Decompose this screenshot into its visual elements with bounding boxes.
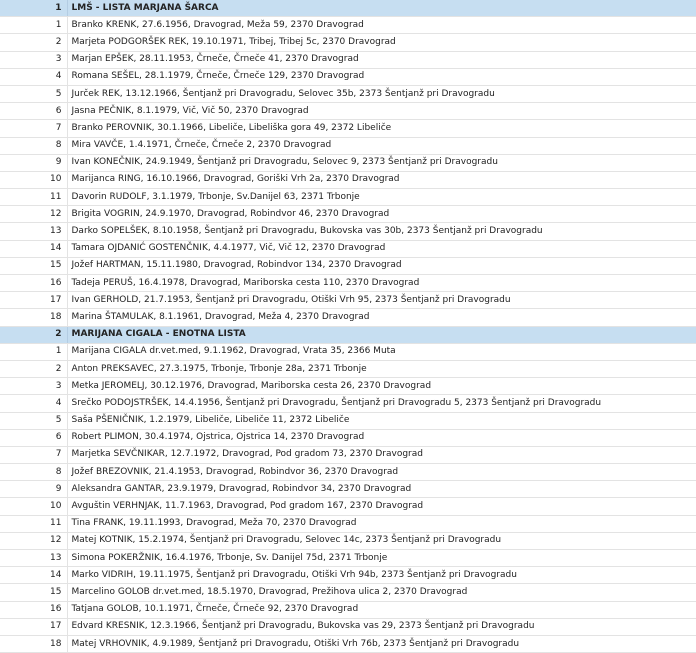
- candidate-number: 8: [0, 464, 67, 481]
- candidate-row: [0, 257, 696, 274]
- candidate-number: 3: [0, 51, 67, 68]
- candidate-details: Marjetka SEVČNIKAR, 12.7.1972, Dravograd, Pod gradom 73, 2370 Dravograd: [67, 446, 696, 463]
- candidate-row: [0, 429, 696, 446]
- candidate-details: Aleksandra GANTAR, 23.9.1979, Dravograd, Robindvor 34, 2370 Dravograd: [67, 481, 696, 498]
- candidate-number: 5: [0, 412, 67, 429]
- candidate-row: [0, 515, 696, 532]
- candidate-details: Marijanca RING, 16.10.1966, Dravograd, Goriški Vrh 2a, 2370 Dravograd: [67, 171, 696, 188]
- candidate-row: [0, 85, 696, 102]
- candidate-number: 1: [0, 343, 67, 360]
- candidate-details: Edvard KRESNIK, 12.3.1966, Šentjanž pri Dravogradu, Bukovska vas 29, 2373 Šentjanž pri Dravogradu: [67, 618, 696, 635]
- candidate-details: Srečko PODOJSTRŠEK, 14.4.1956, Šentjanž pri Dravogradu, Šentjanž pri Dravogradu 5, 2373 Šentjanž pri Dravogradu: [67, 395, 696, 412]
- candidate-row: [0, 567, 696, 584]
- candidate-details: Davorin RUDOLF, 3.1.1979, Trbonje, Sv.Danijel 63, 2371 Trbonje: [67, 189, 696, 206]
- candidate-row: [0, 378, 696, 395]
- list-title: MARIJANA CIGALA - ENOTNA LISTA: [67, 326, 696, 343]
- candidate-details: Mira VAVČE, 1.4.1971, Črneče, Črneče 2, 2370 Dravograd: [67, 137, 696, 154]
- candidate-number: 17: [0, 292, 67, 309]
- candidate-number: 8: [0, 137, 67, 154]
- candidate-row: [0, 206, 696, 223]
- candidate-number: 11: [0, 189, 67, 206]
- candidate-number: 14: [0, 567, 67, 584]
- candidate-details: Jurček REK, 13.12.1966, Šentjanž pri Dravogradu, Selovec 35b, 2373 Šentjanž pri Dravogradu: [67, 85, 696, 102]
- candidate-row: [0, 601, 696, 618]
- candidate-row: [0, 360, 696, 377]
- candidate-number: 9: [0, 154, 67, 171]
- candidate-row: [0, 51, 696, 68]
- candidate-row: [0, 223, 696, 240]
- candidate-number: 2: [0, 34, 67, 51]
- candidate-row: [0, 292, 696, 309]
- candidate-details: Brigita VOGRIN, 24.9.1970, Dravograd, Robindvor 46, 2370 Dravograd: [67, 206, 696, 223]
- candidate-row: [0, 17, 696, 34]
- candidate-row: [0, 550, 696, 567]
- candidate-details: Tadeja PERUŠ, 16.4.1978, Dravograd, Mariborska cesta 110, 2370 Dravograd: [67, 275, 696, 292]
- candidate-row: [0, 412, 696, 429]
- candidate-number: 13: [0, 550, 67, 567]
- list-header-row: [0, 326, 696, 343]
- candidate-details: Romana SEŠEL, 28.1.1979, Črneče, Črneče 129, 2370 Dravograd: [67, 68, 696, 85]
- candidate-row: [0, 343, 696, 360]
- list-title: LMŠ - LISTA MARJANA ŠARCA: [67, 0, 696, 17]
- candidate-details: Avguštin VERHNJAK, 11.7.1963, Dravograd, Pod gradom 167, 2370 Dravograd: [67, 498, 696, 515]
- candidate-row: [0, 189, 696, 206]
- candidate-details: Ivan KONEČNIK, 24.9.1949, Šentjanž pri Dravogradu, Selovec 9, 2373 Šentjanž pri Dravogradu: [67, 154, 696, 171]
- candidate-details: Anton PREKSAVEC, 27.3.1975, Trbonje, Trbonje 28a, 2371 Trbonje: [67, 360, 696, 377]
- candidate-details: Marina ŠTAMULAK, 8.1.1961, Dravograd, Meža 4, 2370 Dravograd: [67, 309, 696, 326]
- candidate-row: [0, 498, 696, 515]
- candidate-number: 16: [0, 275, 67, 292]
- candidate-number: 15: [0, 584, 67, 601]
- candidate-number: 11: [0, 515, 67, 532]
- candidate-number: 5: [0, 85, 67, 102]
- candidate-details: Marko VIDRIH, 19.11.1975, Šentjanž pri Dravogradu, Otiški Vrh 94b, 2373 Šentjanž pri Dravogradu: [67, 567, 696, 584]
- candidate-number: 3: [0, 378, 67, 395]
- list-number: 2: [0, 326, 67, 343]
- candidate-number: 14: [0, 240, 67, 257]
- list-number: 1: [0, 0, 67, 17]
- candidate-row: [0, 395, 696, 412]
- candidate-details: Jasna PEČNIK, 8.1.1979, Vič, Vič 50, 2370 Dravograd: [67, 103, 696, 120]
- candidate-number: 4: [0, 395, 67, 412]
- candidate-details: Ivan GERHOLD, 21.7.1953, Šentjanž pri Dravogradu, Otiški Vrh 95, 2373 Šentjanž pri Dravogradu: [67, 292, 696, 309]
- list-header-row: [0, 0, 696, 17]
- candidate-number: 6: [0, 103, 67, 120]
- candidate-details: Simona POKERŽNIK, 16.4.1976, Trbonje, Sv. Danijel 75d, 2371 Trbonje: [67, 550, 696, 567]
- candidate-number: 16: [0, 601, 67, 618]
- candidate-details: Marcelino GOLOB dr.vet.med, 18.5.1970, Dravograd, Prežihova ulica 2, 2370 Dravograd: [67, 584, 696, 601]
- candidate-row: [0, 68, 696, 85]
- candidate-number: 12: [0, 532, 67, 549]
- candidate-details: Robert PLIMON, 30.4.1974, Ojstrica, Ojstrica 14, 2370 Dravograd: [67, 429, 696, 446]
- candidate-details: Darko SOPELŠEK, 8.10.1958, Šentjanž pri Dravogradu, Bukovska vas 30b, 2373 Šentjanž pri Dravogradu: [67, 223, 696, 240]
- candidate-row: [0, 154, 696, 171]
- candidate-row: [0, 137, 696, 154]
- candidate-details: Marjeta PODGORŠEK REK, 19.10.1971, Tribej, Tribej 5c, 2370 Dravograd: [67, 34, 696, 51]
- candidate-details: Marjan EPŠEK, 28.11.1953, Črneče, Črneče 41, 2370 Dravograd: [67, 51, 696, 68]
- candidate-number: 4: [0, 68, 67, 85]
- candidate-number: 10: [0, 171, 67, 188]
- candidate-row: [0, 309, 696, 326]
- candidate-number: 18: [0, 635, 67, 652]
- candidate-row: [0, 481, 696, 498]
- candidate-number: 17: [0, 618, 67, 635]
- candidate-number: 9: [0, 481, 67, 498]
- candidate-details: Saša PŠENIČNIK, 1.2.1979, Libeliče, Libeliče 11, 2372 Libeliče: [67, 412, 696, 429]
- candidate-row: [0, 584, 696, 601]
- candidate-row: [0, 464, 696, 481]
- candidate-row: [0, 120, 696, 137]
- candidate-row: [0, 446, 696, 463]
- candidate-row: [0, 275, 696, 292]
- candidate-row: [0, 532, 696, 549]
- candidate-details: Jožef BREZOVNIK, 21.4.1953, Dravograd, Robindvor 36, 2370 Dravograd: [67, 464, 696, 481]
- candidate-number: 7: [0, 446, 67, 463]
- candidate-number: 1: [0, 17, 67, 34]
- candidate-details: Branko PEROVNIK, 30.1.1966, Libeliče, Libeliška gora 49, 2372 Libeliče: [67, 120, 696, 137]
- candidate-details: Tatjana GOLOB, 10.1.1971, Črneče, Črneče 92, 2370 Dravograd: [67, 601, 696, 618]
- candidate-number: 2: [0, 360, 67, 377]
- candidate-row: [0, 171, 696, 188]
- candidate-details: Matej VRHOVNIK, 4.9.1989, Šentjanž pri Dravogradu, Otiški Vrh 76b, 2373 Šentjanž pri Dravogradu: [67, 635, 696, 652]
- candidate-details: Matej KOTNIK, 15.2.1974, Šentjanž pri Dravogradu, Selovec 14c, 2373 Šentjanž pri Dravogradu: [67, 532, 696, 549]
- candidate-row: [0, 103, 696, 120]
- candidate-row: [0, 635, 696, 652]
- candidate-number: 6: [0, 429, 67, 446]
- candidate-number: 15: [0, 257, 67, 274]
- candidate-details: Marijana CIGALA dr.vet.med, 9.1.1962, Dravograd, Vrata 35, 2366 Muta: [67, 343, 696, 360]
- candidate-details: Tina FRANK, 19.11.1993, Dravograd, Meža 70, 2370 Dravograd: [67, 515, 696, 532]
- candidate-number: 10: [0, 498, 67, 515]
- candidate-number: 18: [0, 309, 67, 326]
- candidate-row: [0, 240, 696, 257]
- candidate-number: 7: [0, 120, 67, 137]
- candidate-row: [0, 34, 696, 51]
- candidate-details: Jožef HARTMAN, 15.11.1980, Dravograd, Robindvor 134, 2370 Dravograd: [67, 257, 696, 274]
- candidate-details: Branko KRENK, 27.6.1956, Dravograd, Meža 59, 2370 Dravograd: [67, 17, 696, 34]
- candidate-number: 12: [0, 206, 67, 223]
- candidate-row: [0, 618, 696, 635]
- candidate-details: Metka JEROMELJ, 30.12.1976, Dravograd, Mariborska cesta 26, 2370 Dravograd: [67, 378, 696, 395]
- candidate-details: Tamara OJDANIĆ GOSTENČNIK, 4.4.1977, Vič, Vič 12, 2370 Dravograd: [67, 240, 696, 257]
- candidate-number: 13: [0, 223, 67, 240]
